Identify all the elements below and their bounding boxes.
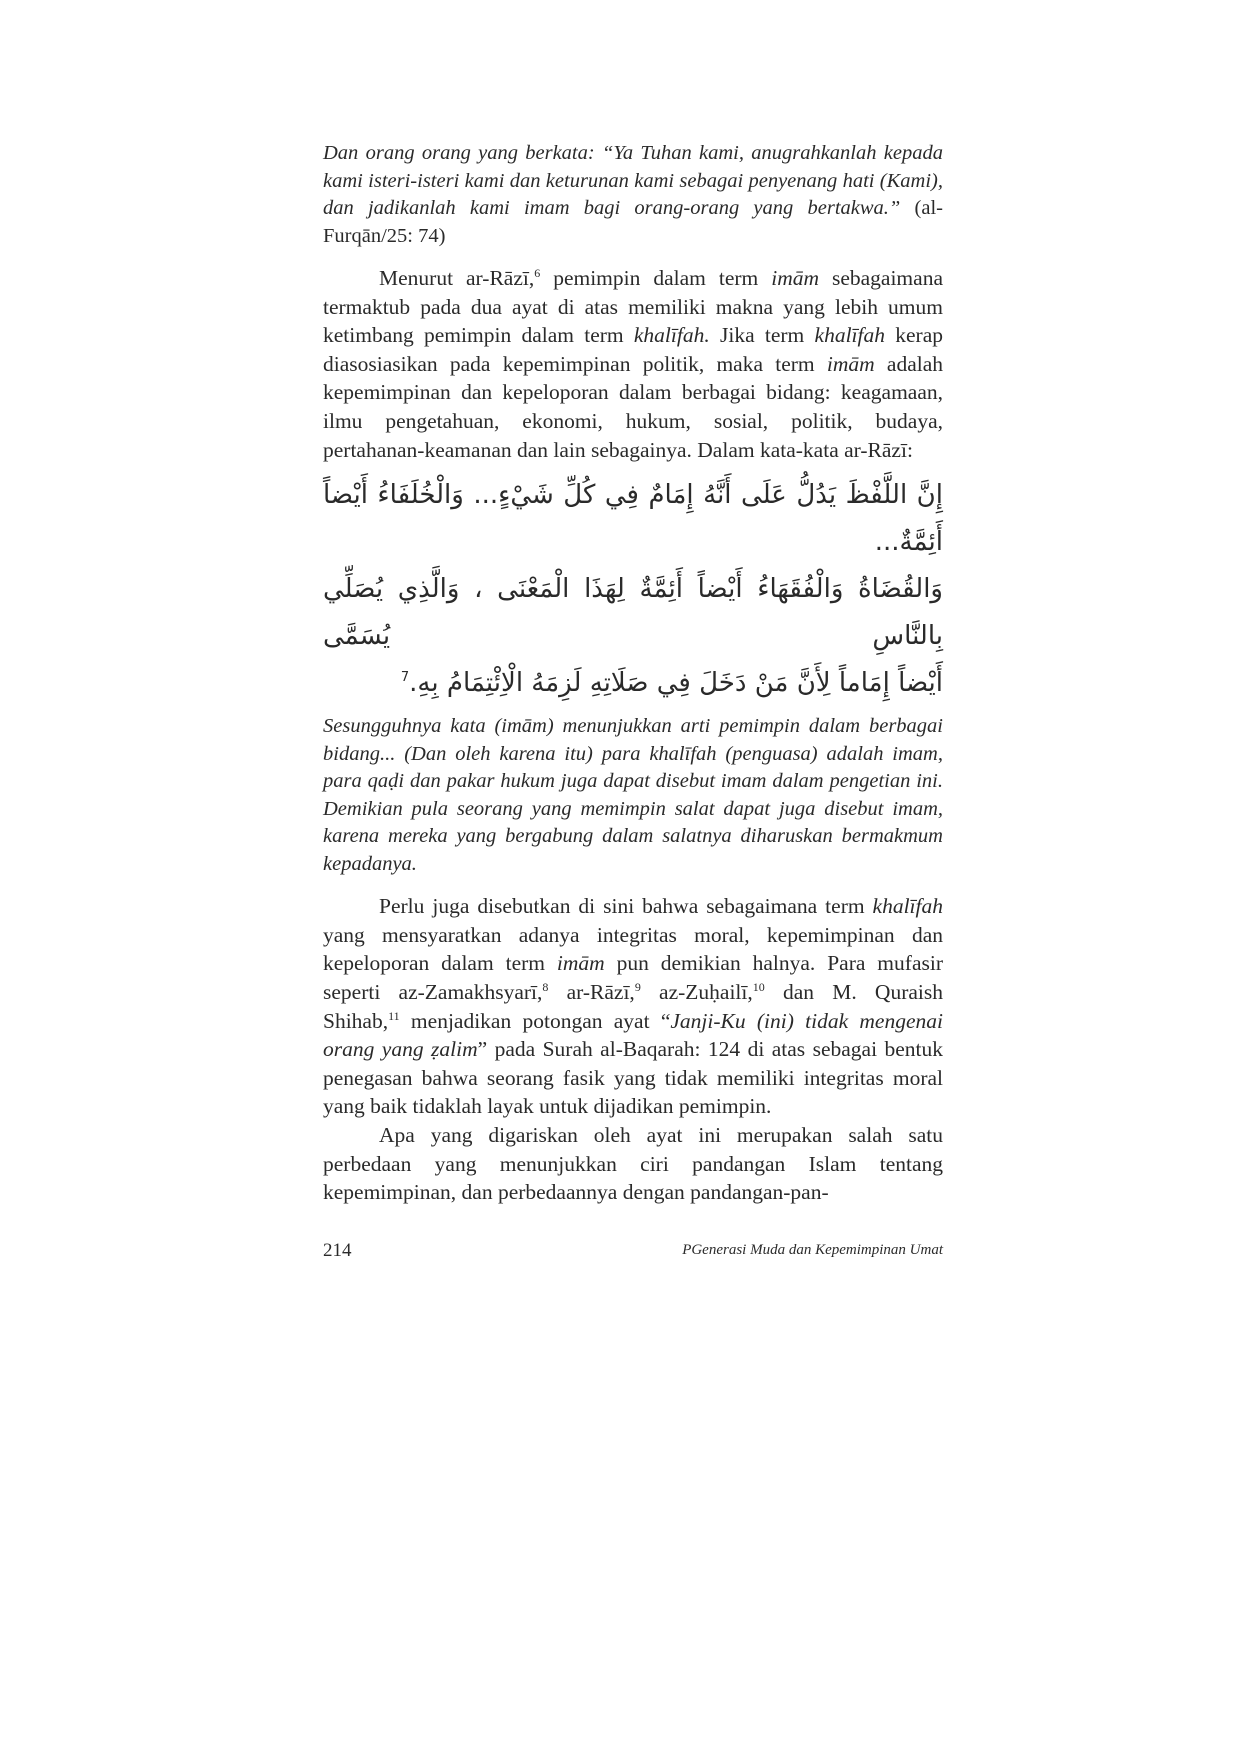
text-segment: dan M. Quraish Shihab,	[323, 979, 943, 1033]
footnote-ref-8[interactable]: 8	[542, 979, 549, 994]
text-segment: kerap diasosiasikan pada kepemimpinan politik, maka term	[323, 323, 943, 376]
footnote-ref-6[interactable]: 6	[534, 266, 541, 280]
text-segment: Perlu juga disebutkan di sini bahwa sebagaimana term	[379, 894, 873, 919]
page-number: 214	[323, 1240, 352, 1261]
page-body	[323, 140, 943, 1207]
arabic-line-1: إِنَّ اللَّفْظَ يَدُلُّ عَلَى أَنَّهُ إِمَامٌ فِي كُلِّ شَيْءٍ... وَالْخُلَفَاءُ أَيْضاً أَئِمَّةٌ...	[323, 480, 943, 558]
text-segment: ar-Rāzī,	[548, 979, 635, 1004]
term-imam: imām	[556, 951, 605, 976]
arabic-quotation	[323, 472, 943, 707]
term-imam: imām	[771, 266, 819, 290]
quote-furqan-text: Dan orang orang yang berkata: “Ya Tuhan kami, anugrahkanlah kepada kami isteri-isteri kami dan keturunan kami sebagai penyenang hati (Kami), dan jadikanlah kami imam bagi orang-orang yang bertakwa.”	[323, 142, 943, 219]
text-segment: adalah kepemimpinan dan kepeloporan dalam berbagai bidang: keagamaan, ilmu pengetahuan, ekonomi, hukum, sosial, politik, budaya, pertahanan-keamanan dan lain sebagainya. Dalam kata-kata ar-Rāzī:	[323, 351, 944, 462]
text-segment: menjadikan potongan ayat “	[399, 1008, 671, 1033]
text-segment: pemimpin dalam term	[540, 266, 772, 290]
term-khalifah: khalīfah	[814, 323, 885, 348]
footnote-ref-11[interactable]: 11	[388, 1008, 400, 1023]
text-segment: ” pada Surah al-Baqarah: 124 di atas sebagai bentuk penegasan bahwa seorang fasik yang tidak memiliki integritas moral yang baik tidaklah layak untuk dijadikan pemimpin.	[323, 1037, 943, 1119]
text-segment: az-Zuḥailī,	[640, 979, 753, 1004]
footnote-ref-10[interactable]: 10	[752, 979, 765, 994]
term-khalifah: khalīfah	[872, 894, 943, 919]
quote-furqan	[323, 140, 943, 250]
text-segment: pun demikian halnya. Para mufasir seperti az-Zamakhsyarī,	[323, 951, 943, 1004]
text-segment: Jika term	[709, 323, 815, 348]
text-segment: Menurut ar-Rāzī,	[379, 266, 535, 290]
text-segment: yang mensyaratkan adanya integritas moral, kepemimpinan dan kepeloporan dalam term	[323, 922, 943, 976]
footnote-ref-9[interactable]: 9	[634, 979, 641, 994]
text-segment: sebagaimana termaktub pada dua ayat di atas memiliki makna yang lebih umum ketimbang pemimpin dalam term	[323, 266, 943, 348]
quote-furqan-citation: (al-Furqān/25: 74)	[323, 197, 943, 247]
arabic-line-3	[323, 660, 943, 707]
footnote-ref-7[interactable]: 7	[400, 670, 410, 686]
running-title: PGenerasi Muda dan Kepemimpinan Umat	[682, 1242, 943, 1258]
arabic-line-2: وَالقُضَاةُ وَالْفُقَهَاءُ أَيْضاً أَئِمَّةٌ لِهَذَا الْمَعْنَى ، وَالَّذِي يُصَلِّي بِالنَّاسِ يُسَمَّى	[323, 574, 943, 652]
term-imam: imām	[826, 351, 875, 376]
term-khalifah: khalīfah.	[633, 323, 710, 348]
paragraph-razi-imam	[323, 264, 943, 464]
paragraph-integrity	[323, 892, 943, 1121]
ayat-quote: Janji-Ku (ini) tidak mengenai orang yang ẓalim	[323, 1008, 943, 1062]
paragraph-islam-view: Apa yang digariskan oleh ayat ini merupakan salah satu perbedaan yang menunjukkan ciri pandangan Islam tentang kepemimpinan, dan perbedaannya dengan pandangan-pan-	[323, 1122, 943, 1205]
quote-translation: Sesungguhnya kata (imām) menunjukkan arti pemimpin dalam berbagai bidang... (Dan oleh karena itu) para khalīfah (penguasa) adalah imam, para qaḍi dan pakar hukum juga dapat disebut imam dalam pengetian ini. Demikian pula seorang yang memimpin salat dapat juga disebut imam, karena mereka yang bergabung dalam salatnya diharuskan bermakmum kepadanya.	[323, 715, 943, 875]
arabic-line-3-text: أَيْضاً إِمَاماً لِأَنَّ مَنْ دَخَلَ فِي صَلَاتِهِ لَزِمَهُ الْاِئْتِمَامُ بِهِ.	[409, 668, 943, 699]
